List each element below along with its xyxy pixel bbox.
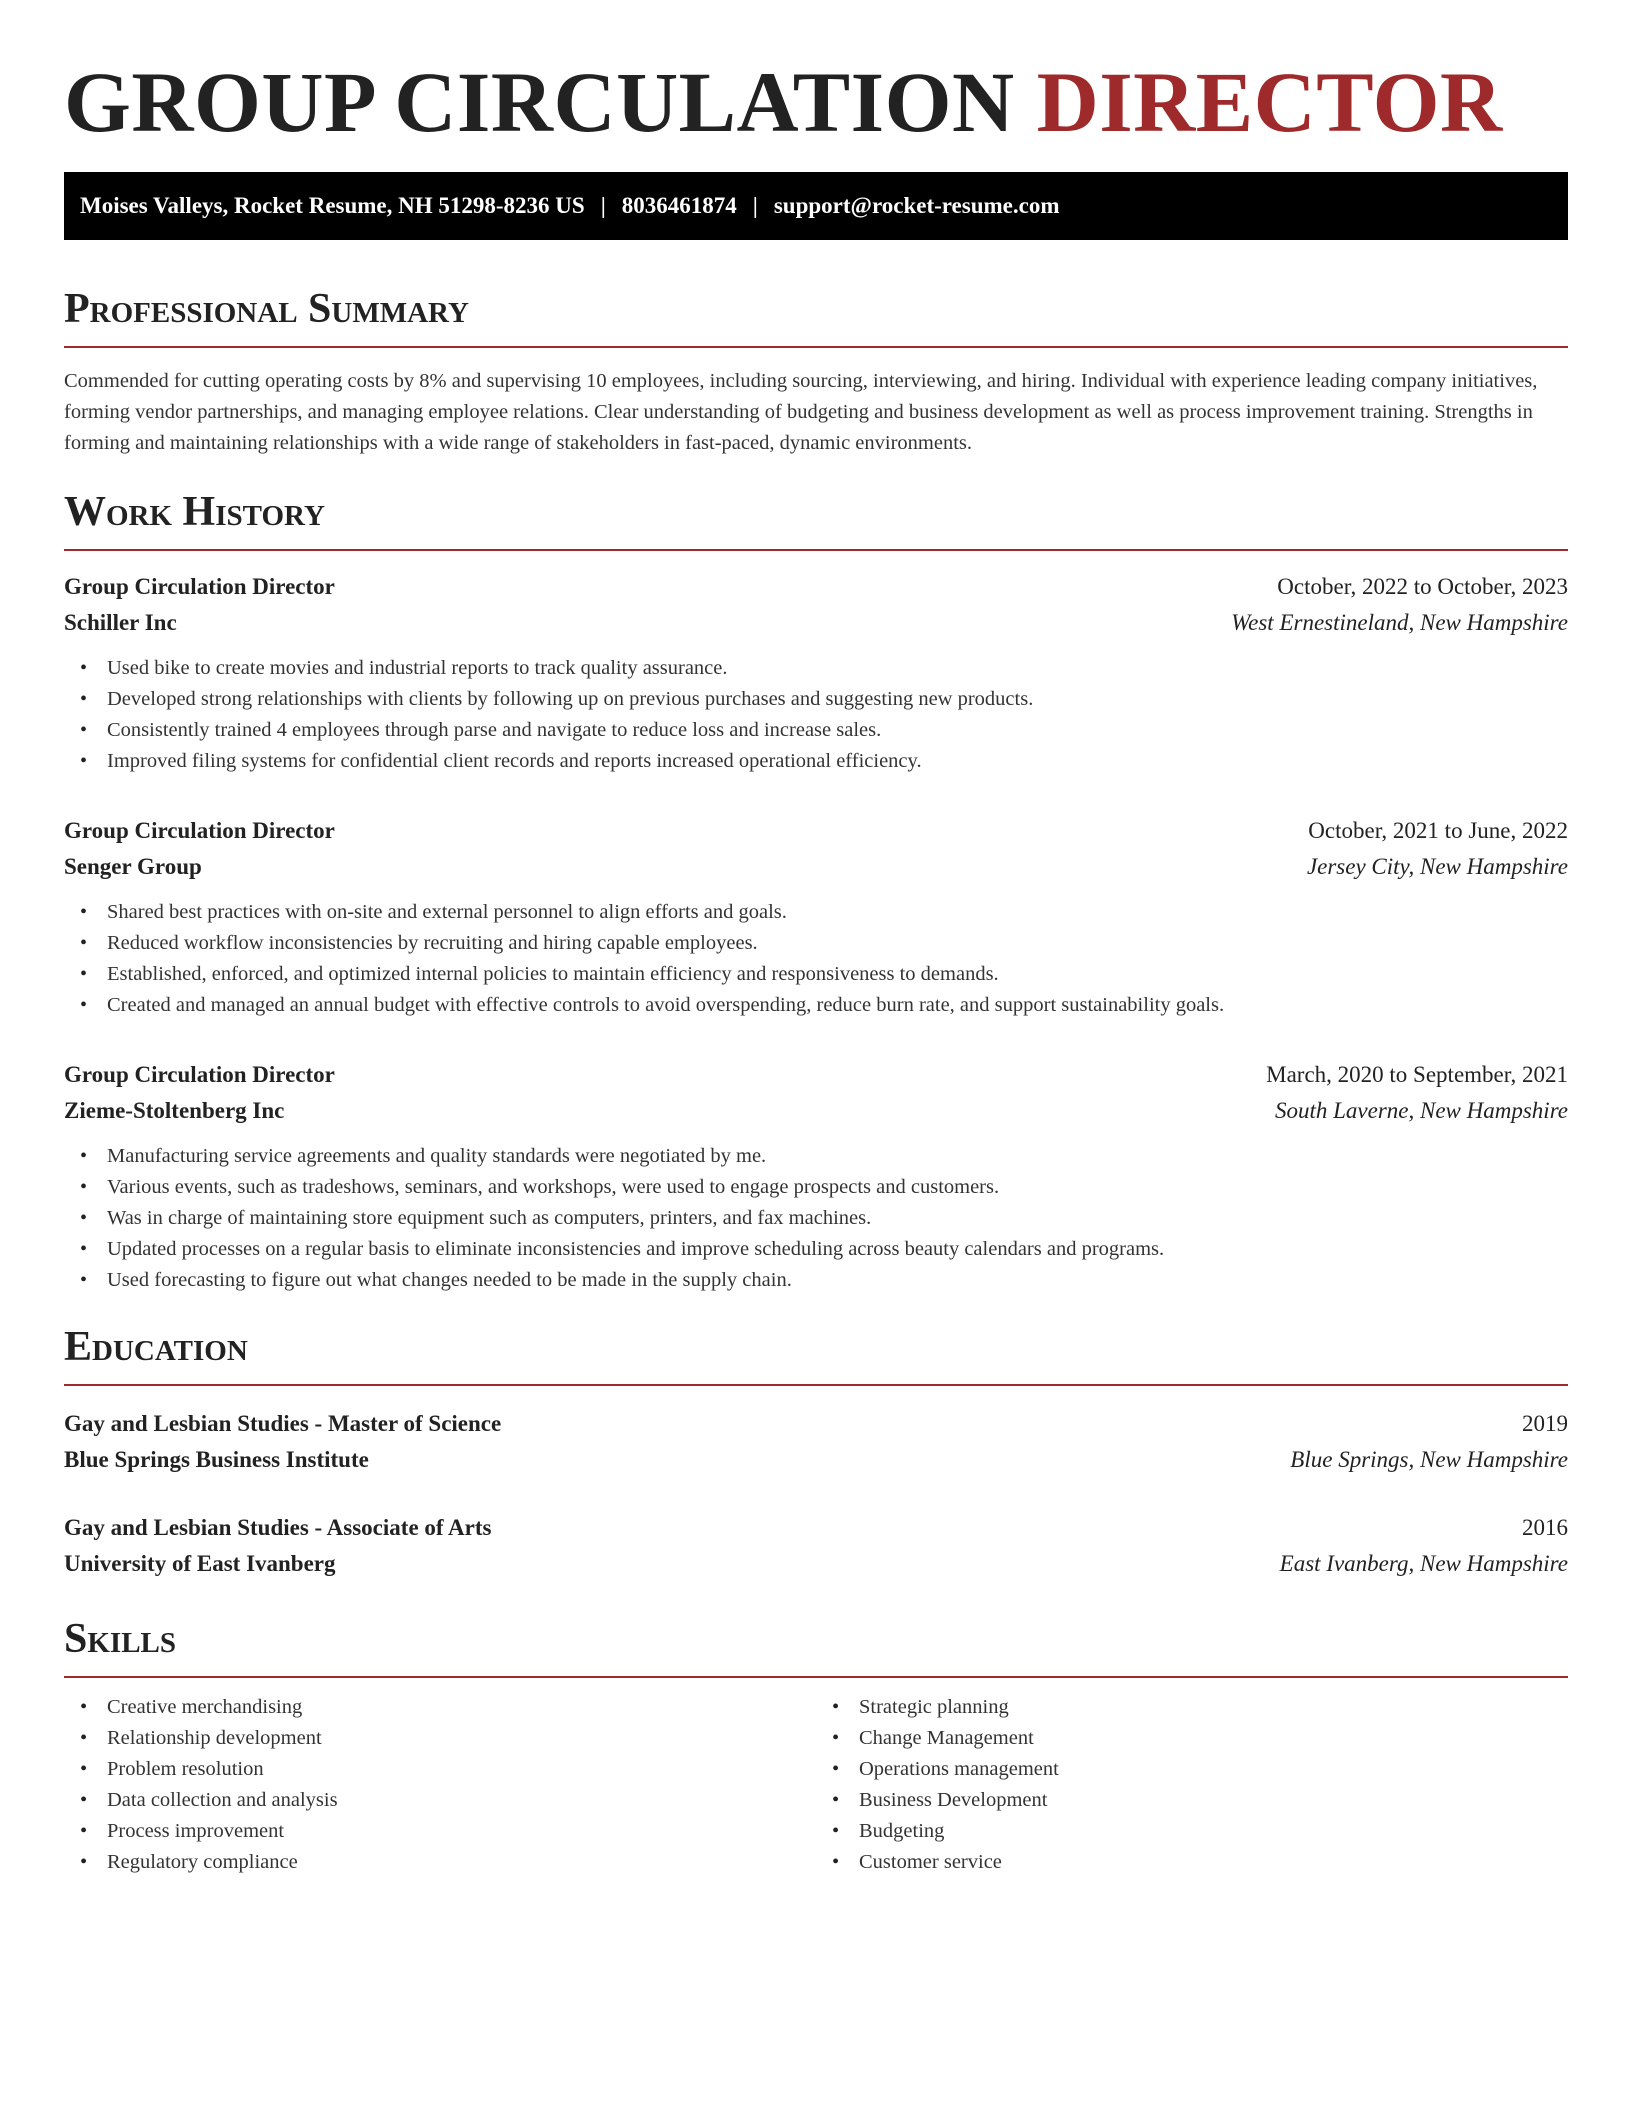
job-role: Group Circulation Director [64,817,335,843]
contact-email[interactable]: support@rocket-resume.com [773,192,1060,218]
job-bullets [64,653,1568,777]
job-bullet: • Consistently trained 4 employees through parse and navigate to reduce loss and increase sales. [64,715,1568,746]
job-company-row [64,605,1568,641]
skills-column-right [816,1692,1568,1878]
education-header-row [64,1406,1568,1442]
job-bullet: • Shared best practices with on-site and external personnel to align efforts and goals. [64,897,1568,928]
job-company-row [64,1093,1568,1129]
education-degree: Gay and Lesbian Studies - Associate of Arts [64,1515,492,1541]
section-divider [64,346,1568,348]
education-school: Blue Springs Business Institute [64,1447,369,1473]
contact-address: Moises Valleys, Rocket Resume, NH 51298-8236 US [80,192,585,218]
job-header-row [64,1057,1568,1093]
job-company-row [64,849,1568,885]
education-location: Blue Springs, New Hampshire [1290,1447,1568,1473]
skill-item: • Data collection and analysis [64,1785,816,1816]
skill-item: • Strategic planning [816,1692,1568,1723]
title-main: GROUP CIRCULATION [64,54,1015,150]
work-history-heading: Work History [64,488,325,535]
section-divider [64,1676,1568,1678]
job-header-row [64,813,1568,849]
summary-heading: Professional Summary [64,285,469,332]
job-entry [64,813,1568,1021]
education-year: 2016 [1522,1515,1568,1541]
contact-separator: | [600,192,606,218]
skill-item: • Customer service [816,1847,1568,1878]
education-location: East Ivanberg, New Hampshire [1279,1551,1568,1577]
skill-item: • Relationship development [64,1723,816,1754]
job-bullet: • Manufacturing service agreements and quality standards were negotiated by me. [64,1141,1568,1172]
job-dates: October, 2021 to June, 2022 [1308,817,1568,843]
skill-item: • Regulatory compliance [64,1847,816,1878]
section-divider [64,1384,1568,1386]
job-location: West Ernestineland, New Hampshire [1231,609,1568,635]
title-accent: DIRECTOR [1036,54,1503,150]
education-school: University of East Ivanberg [64,1551,336,1577]
education-school-row [64,1442,1568,1478]
section-divider [64,549,1568,551]
job-bullet: • Used bike to create movies and industrial reports to track quality assurance. [64,653,1568,684]
contact-separator: | [752,192,758,218]
job-bullet: • Reduced workflow inconsistencies by recruiting and hiring capable employees. [64,928,1568,959]
job-bullet: • Developed strong relationships with clients by following up on previous purchases and suggesting new products. [64,684,1568,715]
education-year: 2019 [1522,1411,1568,1437]
job-company: Schiller Inc [64,609,177,635]
summary-text: Commended for cutting operating costs by 8% and supervising 10 employees, including sourcing, interviewing, and hiring. Individual with experience leading company initiatives, forming vendor partnerships, and managing employee relations. Clear understanding of budgeting and business development as well as process improvement training. Strengths in forming and maintaining relationships with a wide range of stakeholders in fast-paced, dynamic environments. [64,369,1538,454]
education-heading: Education [64,1323,248,1370]
contact-phone: 8036461874 [621,192,737,218]
job-header-row [64,569,1568,605]
skill-item: • Operations management [816,1754,1568,1785]
job-bullet: • Various events, such as tradeshows, seminars, and workshops, were used to engage prospects and customers. [64,1172,1568,1203]
job-company: Zieme-Stoltenberg Inc [64,1097,285,1123]
skill-item: • Process improvement [64,1816,816,1847]
job-bullet: • Updated processes on a regular basis to eliminate inconsistencies and improve scheduling across beauty calendars and programs. [64,1234,1568,1265]
job-bullets [64,1141,1568,1296]
job-bullet: • Used forecasting to figure out what changes needed to be made in the supply chain. [64,1265,1568,1296]
job-bullet: • Established, enforced, and optimized internal policies to maintain efficiency and responsiveness to demands. [64,959,1568,990]
job-company: Senger Group [64,853,202,879]
skills-heading: Skills [64,1616,177,1663]
job-bullets [64,897,1568,1021]
skills-column-left [64,1692,816,1878]
skill-item: • Change Management [816,1723,1568,1754]
education-header-row [64,1510,1568,1546]
job-bullet: • Was in charge of maintaining store equipment such as computers, printers, and fax machines. [64,1203,1568,1234]
job-location: Jersey City, New Hampshire [1306,853,1568,879]
job-entry [64,569,1568,777]
job-role: Group Circulation Director [64,1061,335,1087]
contact-bar [64,172,1568,240]
education-entry [64,1406,1568,1478]
job-entry [64,1057,1568,1296]
job-dates: October, 2022 to October, 2023 [1277,573,1568,599]
job-dates: March, 2020 to September, 2021 [1266,1061,1568,1087]
job-bullet: • Improved filing systems for confidential client records and reports increased operational efficiency. [64,746,1568,777]
job-bullet: • Created and managed an annual budget with effective controls to avoid overspending, reduce burn rate, and support sustainability goals. [64,990,1568,1021]
skill-item: • Creative merchandising [64,1692,816,1723]
job-role: Group Circulation Director [64,573,335,599]
job-location: South Laverne, New Hampshire [1274,1097,1568,1123]
candidate-title [64,0,1568,150]
skill-item: • Problem resolution [64,1754,816,1785]
education-degree: Gay and Lesbian Studies - Master of Science [64,1411,502,1437]
education-school-row [64,1546,1568,1582]
skills-grid [64,1692,1568,1878]
education-entry [64,1510,1568,1582]
skill-item: • Business Development [816,1785,1568,1816]
skill-item: • Budgeting [816,1816,1568,1847]
